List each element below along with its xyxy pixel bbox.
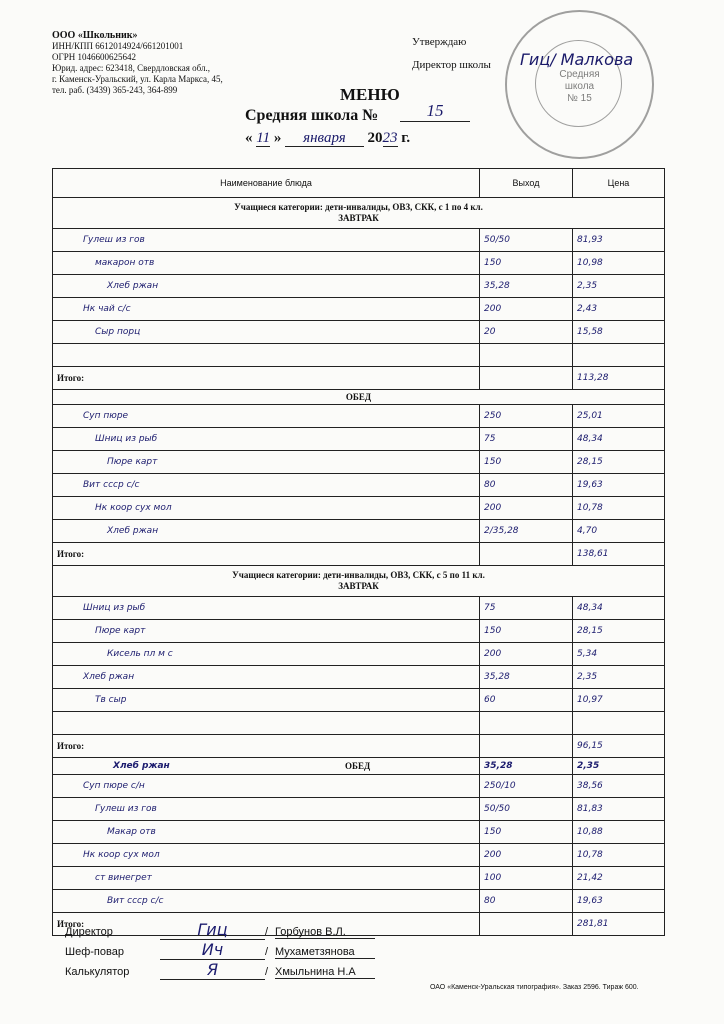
signature-row: Директор Гиц / Горбунов В.Л. bbox=[65, 920, 625, 940]
dish-output: 35,28 bbox=[480, 758, 573, 775]
dish-output: 150 bbox=[480, 620, 573, 643]
dish-name: Суп пюре bbox=[53, 405, 480, 428]
dish-output: 50/50 bbox=[480, 229, 573, 252]
signature-name: Мухаметзянова bbox=[275, 946, 375, 959]
column-header-output: Выход bbox=[480, 169, 573, 198]
dish-output: 150 bbox=[480, 252, 573, 275]
date-close-quote: » bbox=[273, 130, 282, 146]
total-price: 113,28 bbox=[573, 367, 665, 390]
total-label: Итого: bbox=[53, 735, 480, 758]
table-row bbox=[53, 798, 665, 821]
school-stamp bbox=[505, 10, 654, 159]
date-day: 11 bbox=[256, 130, 271, 146]
category-row bbox=[53, 198, 665, 229]
dish-output: 150 bbox=[480, 821, 573, 844]
total-output-empty bbox=[480, 543, 573, 566]
dish-name bbox=[53, 758, 480, 775]
menu-table bbox=[52, 168, 665, 936]
organization-info bbox=[52, 30, 223, 96]
total-row bbox=[53, 543, 665, 566]
table-row bbox=[53, 520, 665, 543]
dish-output: 100 bbox=[480, 867, 573, 890]
page-title: МЕНЮ bbox=[340, 85, 400, 104]
dish-output: 35,28 bbox=[480, 275, 573, 298]
dish-price bbox=[573, 712, 665, 735]
category-title bbox=[53, 566, 665, 597]
dish-name: ст винегрет bbox=[53, 867, 480, 890]
total-row bbox=[53, 367, 665, 390]
dish-output bbox=[480, 712, 573, 735]
table-row bbox=[53, 229, 665, 252]
dish-name: Вит ссср с/с bbox=[53, 890, 480, 913]
signature-name: Горбунов В.Л. bbox=[275, 926, 375, 939]
dish-price: 19,63 bbox=[573, 890, 665, 913]
total-label: Итого: bbox=[53, 367, 480, 390]
total-row bbox=[53, 735, 665, 758]
dish-name: макарон отв bbox=[53, 252, 480, 275]
dish-price: 2,43 bbox=[573, 298, 665, 321]
dish-price: 10,98 bbox=[573, 252, 665, 275]
signature-name: Хмыльнина Н.А bbox=[275, 966, 375, 979]
dish-name: Хлеб ржан bbox=[53, 275, 480, 298]
org-inn: ИНН/КПП 6612014924/661201001 bbox=[52, 41, 184, 51]
dish-name: Кисель пл м с bbox=[53, 643, 480, 666]
dish-price: 48,34 bbox=[573, 428, 665, 451]
total-label: Итого: bbox=[53, 543, 480, 566]
dish-name: Хлеб ржан bbox=[53, 666, 480, 689]
total-price: 281,81 bbox=[573, 913, 665, 936]
dish-output: 80 bbox=[480, 890, 573, 913]
dish-output: 50/50 bbox=[480, 798, 573, 821]
dish-price: 25,01 bbox=[573, 405, 665, 428]
dish-price: 28,15 bbox=[573, 620, 665, 643]
meal-row bbox=[53, 758, 665, 775]
dish-price: 81,93 bbox=[573, 229, 665, 252]
dish-price: 15,58 bbox=[573, 321, 665, 344]
date-open-quote: « bbox=[245, 130, 253, 146]
table-row bbox=[53, 712, 665, 735]
school-number: 15 bbox=[400, 101, 470, 122]
dish-name: Шниц из рыб bbox=[53, 428, 480, 451]
school-label: Средняя школа № bbox=[245, 107, 379, 124]
table-row bbox=[53, 428, 665, 451]
table-row bbox=[53, 821, 665, 844]
dish-output: 75 bbox=[480, 428, 573, 451]
dish-name: Суп пюре с/н bbox=[53, 775, 480, 798]
dish-output: 200 bbox=[480, 497, 573, 520]
dish-price: 10,88 bbox=[573, 821, 665, 844]
dish-output: 20 bbox=[480, 321, 573, 344]
total-output-empty bbox=[480, 367, 573, 390]
dish-output bbox=[480, 344, 573, 367]
table-row bbox=[53, 252, 665, 275]
signature-mark: Ич bbox=[160, 940, 265, 960]
meal-label: ОБЕД bbox=[345, 761, 371, 771]
table-row bbox=[53, 405, 665, 428]
column-header-price: Цена bbox=[573, 169, 665, 198]
signature-role: Калькулятор bbox=[65, 966, 130, 978]
table-row bbox=[53, 643, 665, 666]
dish-output: 80 bbox=[480, 474, 573, 497]
dish-price: 28,15 bbox=[573, 451, 665, 474]
meal-label: ЗАВТРАК bbox=[338, 213, 379, 223]
dish-output: 60 bbox=[480, 689, 573, 712]
table-row bbox=[53, 497, 665, 520]
dish-price: 2,35 bbox=[573, 758, 665, 775]
category-label: Учащиеся категории: дети-инвалиды, ОВЗ, СКК, с 5 по 11 кл. bbox=[232, 570, 485, 580]
dish-name: Макар отв bbox=[53, 821, 480, 844]
dish-name: Гулеш из гов bbox=[53, 798, 480, 821]
table-row bbox=[53, 474, 665, 497]
dish-output: 75 bbox=[480, 597, 573, 620]
dish-output: 200 bbox=[480, 298, 573, 321]
director-label: Директор школы bbox=[412, 59, 491, 71]
date-year-end: г. bbox=[401, 130, 411, 146]
category-label: Учащиеся категории: дети-инвалиды, ОВЗ, СКК, с 1 по 4 кл. bbox=[234, 202, 483, 212]
dish-price bbox=[573, 344, 665, 367]
signature-mark: Гиц bbox=[160, 920, 265, 940]
table-row bbox=[53, 867, 665, 890]
table-row bbox=[53, 321, 665, 344]
org-ogrn: ОГРН 1046600625642 bbox=[52, 52, 136, 62]
dish-name: Пюре карт bbox=[53, 451, 480, 474]
total-output-empty bbox=[480, 735, 573, 758]
dish-name: Нк коор сух мол bbox=[53, 844, 480, 867]
dish-price: 19,63 bbox=[573, 474, 665, 497]
signature-role: Директор bbox=[65, 926, 113, 938]
org-name: ООО «Школьник» bbox=[52, 30, 138, 41]
table-row bbox=[53, 344, 665, 367]
org-address-1: Юрид. адрес: 623418, Свердловская обл., bbox=[52, 63, 210, 73]
dish-name: Пюре карт bbox=[53, 620, 480, 643]
table-row bbox=[53, 890, 665, 913]
dish-price: 38,56 bbox=[573, 775, 665, 798]
category-row bbox=[53, 566, 665, 597]
signature-row: Шеф-повар Ич / Мухаметзянова bbox=[65, 940, 625, 960]
date-year-suffix: 23 bbox=[382, 130, 398, 146]
org-address-2: г. Каменск-Уральский, ул. Карла Маркса, 45, bbox=[52, 74, 223, 84]
table-row bbox=[53, 451, 665, 474]
category-title bbox=[53, 198, 665, 229]
dish-price: 10,78 bbox=[573, 844, 665, 867]
dish-name: Гулеш из гов bbox=[53, 229, 480, 252]
menu-date bbox=[245, 130, 410, 147]
dish-name: Нк коор сух мол bbox=[53, 497, 480, 520]
approve-label: Утверждаю bbox=[412, 36, 467, 48]
dish-output: 250/10 bbox=[480, 775, 573, 798]
dish-name: Нк чай с/с bbox=[53, 298, 480, 321]
dish-price: 4,70 bbox=[573, 520, 665, 543]
signature-row: Калькулятор Я / Хмыльнина Н.А bbox=[65, 960, 625, 980]
date-year-prefix: 20 bbox=[367, 130, 383, 146]
dish-price: 2,35 bbox=[573, 666, 665, 689]
meal-row bbox=[53, 390, 665, 405]
dish-name: Тв сыр bbox=[53, 689, 480, 712]
printer-info: ОАО «Каменск-Уральская типография». Заказ 2596. Тираж 600. bbox=[430, 984, 639, 991]
total-price: 138,61 bbox=[573, 543, 665, 566]
dish-output: 35,28 bbox=[480, 666, 573, 689]
column-header-name: Наименование блюда bbox=[53, 169, 480, 198]
director-signature: Гиц/ Малкова bbox=[520, 50, 634, 69]
signature-mark: Я bbox=[160, 960, 265, 980]
dish-price: 2,35 bbox=[573, 275, 665, 298]
signature-role: Шеф-повар bbox=[65, 946, 124, 958]
table-row bbox=[53, 775, 665, 798]
dish-price: 10,97 bbox=[573, 689, 665, 712]
total-price: 96,15 bbox=[573, 735, 665, 758]
stamp-text: Средняя школа № 15 bbox=[559, 69, 600, 104]
dish-output: 150 bbox=[480, 451, 573, 474]
table-row bbox=[53, 275, 665, 298]
dish-name: Хлеб ржан bbox=[53, 520, 480, 543]
dish-price: 48,34 bbox=[573, 597, 665, 620]
dish-name bbox=[53, 344, 480, 367]
table-row bbox=[53, 620, 665, 643]
dish-name: Вит ссср с/с bbox=[53, 474, 480, 497]
dish-output: 2/35,28 bbox=[480, 520, 573, 543]
table-header-row bbox=[53, 169, 665, 198]
table-row bbox=[53, 298, 665, 321]
table-row bbox=[53, 597, 665, 620]
table-row bbox=[53, 689, 665, 712]
table-row bbox=[53, 666, 665, 689]
dish-price: 21,42 bbox=[573, 867, 665, 890]
table-row bbox=[53, 844, 665, 867]
dish-name: Шниц из рыб bbox=[53, 597, 480, 620]
dish-output: 250 bbox=[480, 405, 573, 428]
dish-name bbox=[53, 712, 480, 735]
dish-output: 200 bbox=[480, 643, 573, 666]
dish-name-text: Хлеб ржан bbox=[113, 761, 170, 771]
date-month: января bbox=[285, 130, 364, 147]
dish-name: Сыр порц bbox=[53, 321, 480, 344]
org-phone: тел. раб. (3439) 365-243, 364-899 bbox=[52, 85, 178, 95]
dish-price: 81,83 bbox=[573, 798, 665, 821]
meal-label: ЗАВТРАК bbox=[338, 581, 379, 591]
meal-label: ОБЕД bbox=[53, 390, 665, 405]
total-label: Итого: bbox=[53, 913, 480, 936]
dish-output: 200 bbox=[480, 844, 573, 867]
dish-price: 10,78 bbox=[573, 497, 665, 520]
dish-price: 5,34 bbox=[573, 643, 665, 666]
